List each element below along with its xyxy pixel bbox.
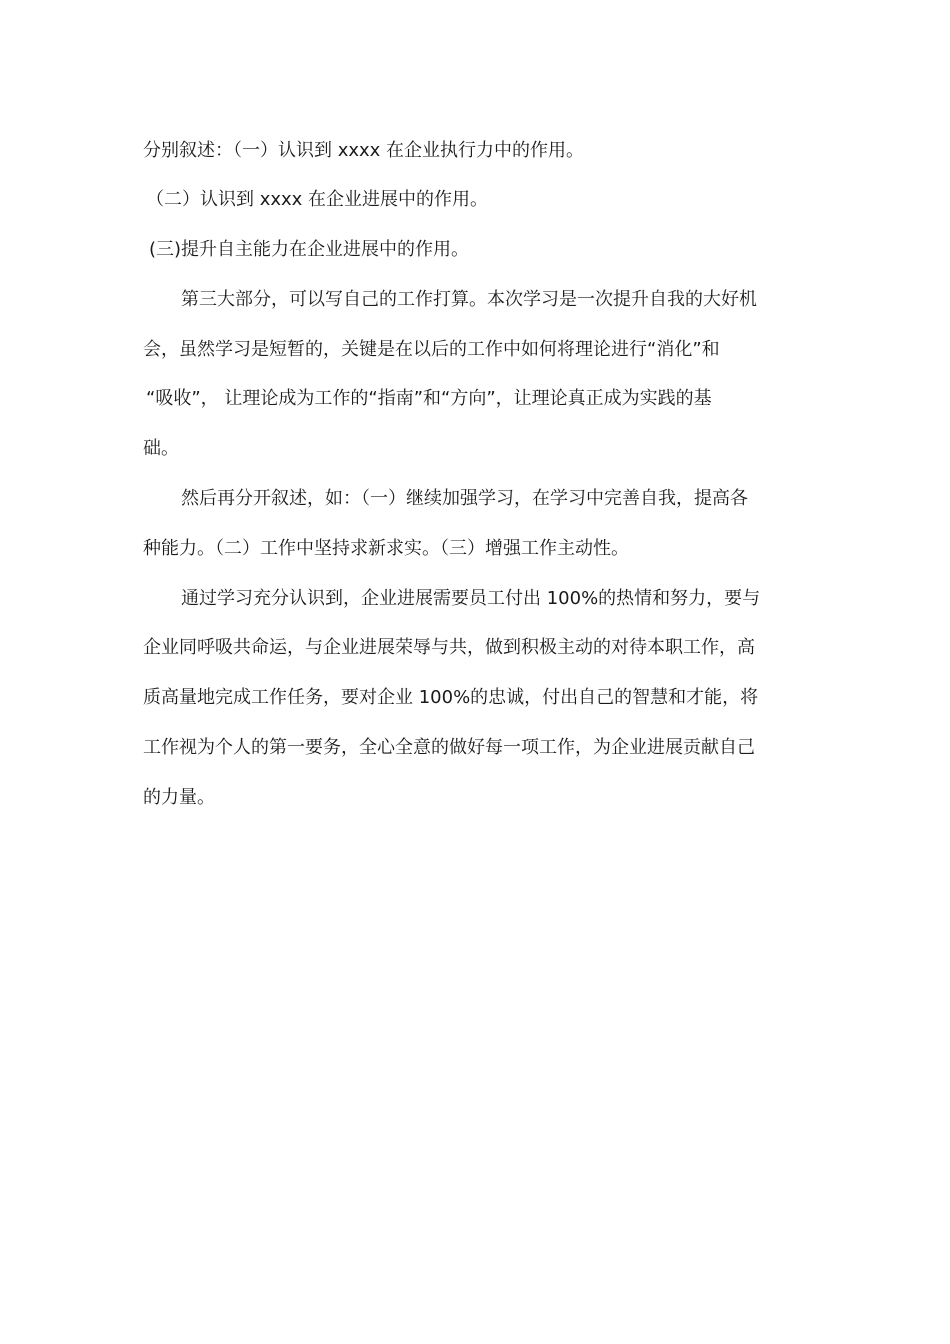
text-line: 础。 [143, 438, 179, 459]
text-line: 种能力。（二）工作中坚持求新求实。（三）增强工作主动性。 [143, 538, 629, 559]
text-line: “吸收”， 让理论成为工作的“指南”和“方向”，让理论真正成为实践的基 [146, 388, 712, 409]
text-line: 分别叙述：（一）认识到 xxxx 在企业执行力中的作用。 [143, 140, 585, 161]
text-line: (三)提升自主能力在企业进展中的作用。 [149, 239, 470, 260]
paragraph-first-line: 通过学习充分认识到，企业进展需要员工付出 100%的热情和努力，要与 [181, 588, 761, 609]
text-line: 企业同呼吸共命运，与企业进展荣辱与共，做到积极主动的对待本职工作，高 [143, 637, 755, 658]
text-line: 质高量地完成工作任务，要对企业 100%的忠诚，付出自己的智慧和才能，将 [143, 687, 759, 708]
paragraph-first-line: 第三大部分，可以写自己的工作打算。本次学习是一次提升自我的大好机 [181, 289, 757, 310]
paragraph-first-line: 然后再分开叙述，如：（一）继续加强学习，在学习中完善自我，提高各 [181, 488, 748, 509]
text-line: 会，虽然学习是短暂的，关键是在以后的工作中如何将理论进行“消化”和 [143, 339, 720, 360]
text-line: （二）认识到 xxxx 在企业进展中的作用。 [146, 189, 489, 210]
text-line: 的力量。 [143, 787, 215, 808]
text-line: 工作视为个人的第一要务，全心全意的做好每一项工作，为企业进展贡献自己 [143, 737, 755, 758]
